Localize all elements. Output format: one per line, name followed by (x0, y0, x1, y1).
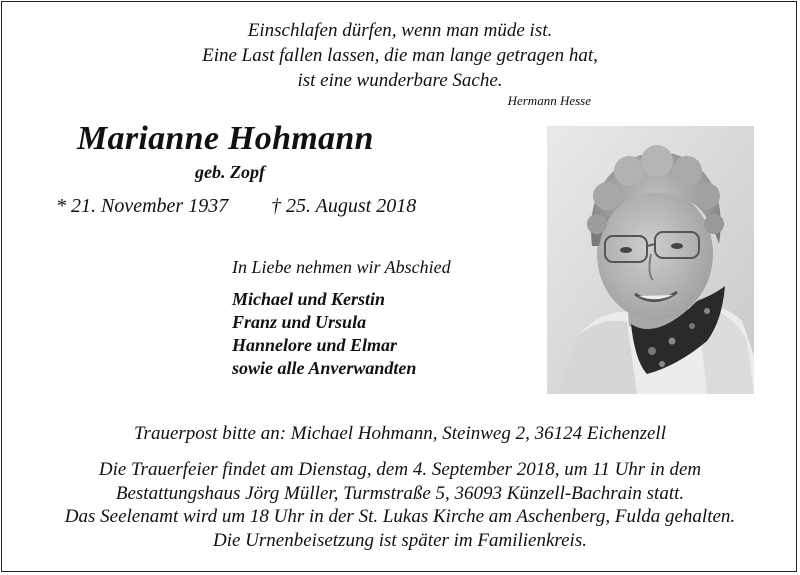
quote-line: Eine Last fallen lassen, die man lange getragen hat, (202, 45, 598, 66)
details-line: Bestattungshaus Jörg Müller, Turmstraße 5, 36093 Künzell-Bachrain statt. (115, 482, 685, 504)
details-line: Das Seelenamt wird um 18 Uhr in der St. Lukas Kirche am Aschenberg, Fulda gehalten. (64, 506, 736, 527)
death-date: † 25. August 2018 (271, 195, 417, 217)
mourner-entry: Michael und Kerstin (232, 289, 386, 309)
birth-date: * 21. November 1937 (56, 195, 229, 217)
farewell-text: In Liebe nehmen wir Abschied (232, 257, 451, 277)
deceased-name: Marianne Hohmann (77, 120, 374, 157)
quote-line: Einschlafen dürfen, wenn man müde ist. (247, 20, 553, 41)
mourner-entry: sowie alle Anverwandten (232, 358, 417, 378)
mail-note: Trauerpost bitte an: Michael Hohmann, Steinweg 2, 36124 Eichenzell (134, 423, 666, 444)
details-line: Die Trauerfeier findet am Dienstag, dem 4. September 2018, um 11 Uhr in dem (98, 459, 702, 480)
funeral-details (0, 458, 800, 552)
mourners-list (232, 288, 416, 380)
quote (0, 18, 800, 93)
maiden-name: geb. Zopf (195, 162, 265, 182)
details-line: Die Urnenbeisetzung ist später im Familienkreis. (213, 529, 587, 551)
portrait-illustration (547, 126, 754, 394)
quote-line: ist eine wunderbare Sache. (297, 70, 503, 91)
mourner-entry: Hannelore und Elmar (232, 335, 398, 355)
mourner-entry: Franz und Ursula (232, 312, 367, 332)
portrait-photo (547, 126, 754, 394)
quote-author: Hermann Hesse (507, 93, 591, 108)
